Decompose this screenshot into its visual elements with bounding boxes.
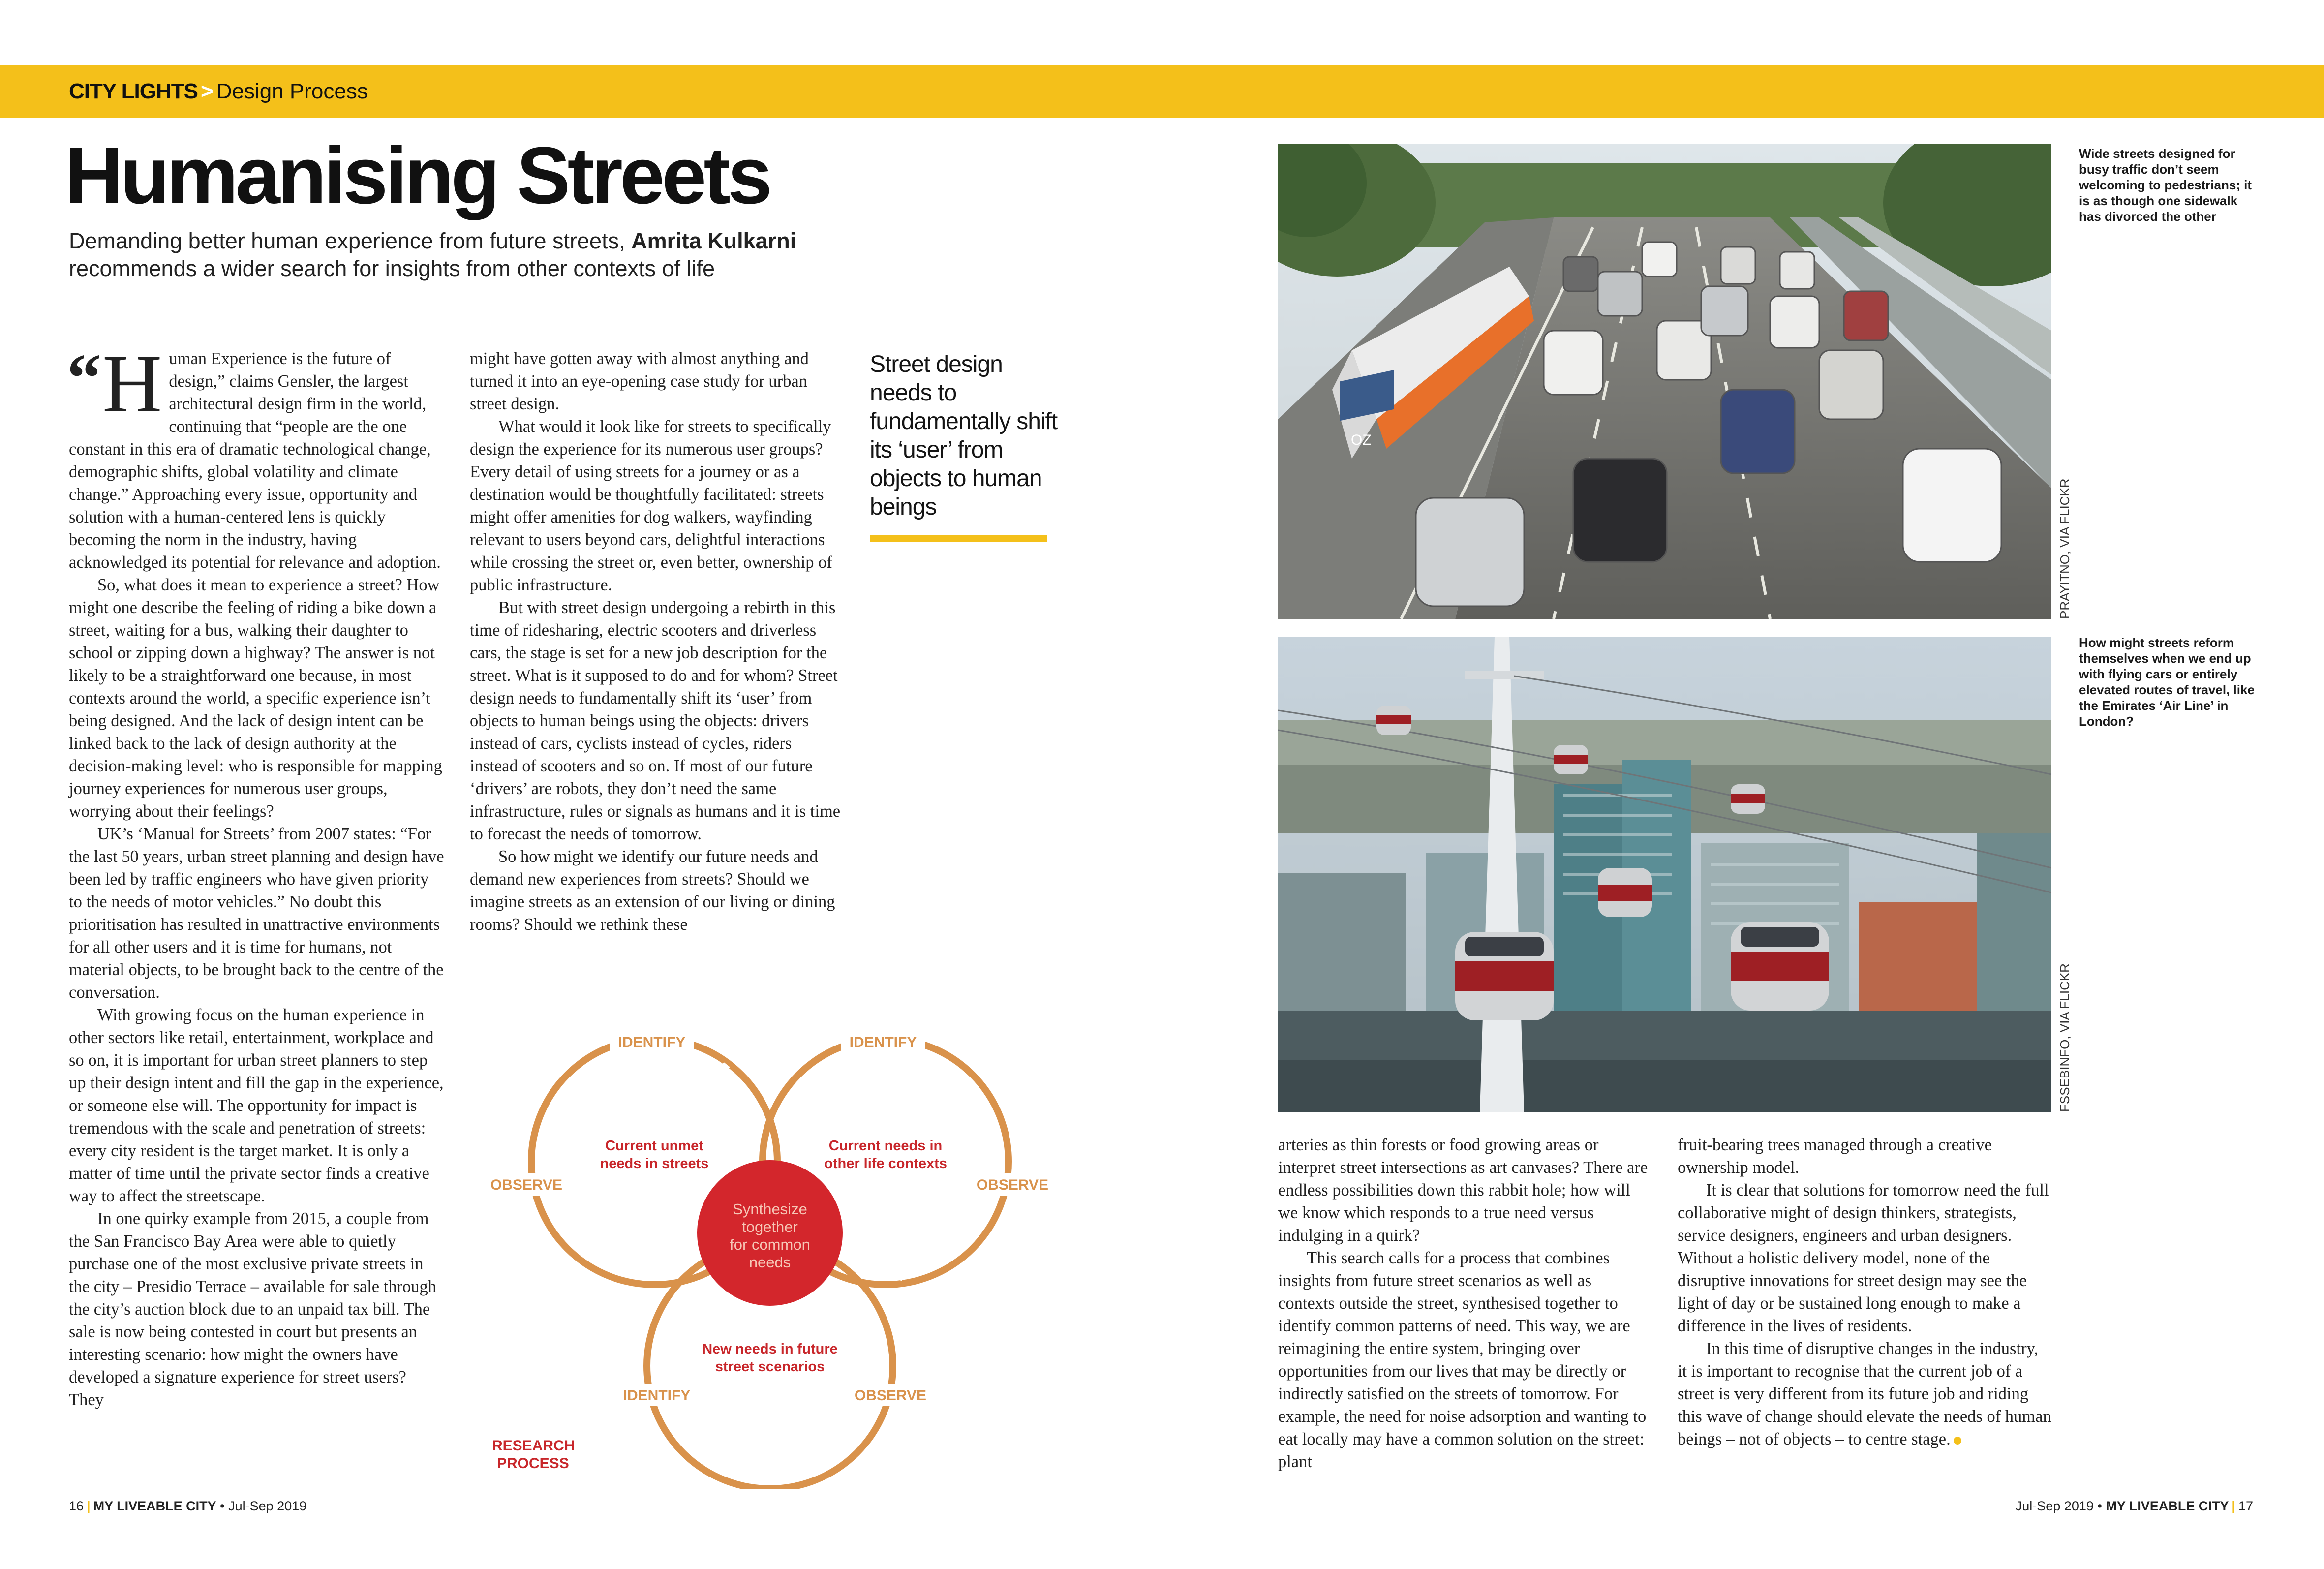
issue-date: Jul-Sep 2019 [2015,1499,2094,1513]
center-label-4: needs [749,1254,791,1271]
photo-credit: FSSEBINFO, VIA FLICKR [2057,963,2072,1112]
end-mark-dot [1954,1437,1961,1445]
diagram-title: RESEARCH [492,1438,575,1454]
body-column-4 [1678,1134,2051,1450]
page-number: 16 [69,1499,84,1513]
label-observe-bottom: OBSERVE [854,1387,927,1404]
body-column-3 [1278,1134,1652,1473]
body-paragraph [1678,1337,2051,1450]
paragraph-text: In this time of disruptive changes in the industry, it is important to recognise that the current job of a street is very different from its future job and riding this wave of change should elevate the needs of human beings – not of objects – to centre stage. [1678,1339,2051,1448]
label-observe-left: OBSERVE [490,1177,563,1193]
footer-left: 16 | MY LIVEABLE CITY • Jul-Sep 2019 [69,1499,307,1513]
pull-quote-rule [870,535,1047,542]
subsection-name: Design Process [216,79,368,103]
footer-bullet: • [220,1499,225,1513]
center-label-2: together [742,1218,798,1235]
traffic-photo [1278,144,2051,619]
circle-bottom-label-2: street scenarios [715,1359,825,1375]
drop-cap-quote: “ [67,340,101,416]
article-title: Humanising Streets [65,130,770,220]
issue-date: Jul-Sep 2019 [228,1499,307,1513]
circle-left-label: Current unmet [605,1138,703,1154]
circle-left-label-2: needs in streets [600,1156,709,1171]
photo-caption: Wide streets designed for busy traffic don’t seem welcoming to pedestrians; it is as though one sidewalk has divorced the other [2079,146,2252,224]
body-paragraph: This search calls for a process that combines insights from future street scenarios as well as contexts outside the street, synthesised together to identify common patterns of need. This way, we are reimagining the entire system, bringing over opportunities from our lives that may be directly or indirectly satisfied on the streets of tomorrow. For example, the need for noise adsorption and wanting to eat locally may have a common solution on the street: plant [1278,1249,1647,1471]
standfirst-text-2: recommends a wider search for insights from other contexts of life [69,256,715,281]
author-name: Amrita Kulkarni [631,228,796,253]
diagram-title-2: PROCESS [497,1455,569,1472]
breadcrumb-separator: > [200,79,214,103]
magazine-name: MY LIVEABLE CITY [93,1499,216,1513]
body-column-2 [470,347,844,936]
circle-right-label-2: other life contexts [824,1156,947,1171]
cable-car-photo [1278,637,2051,1112]
body-paragraph: UK’s ‘Manual for Streets’ from 2007 states: “For the last 50 years, urban street planning and design have been led by traffic engineers who have given priority to the needs of motor vehicles.” No doubt this prioritisation has resulted in unattractive environments for all other users and it is time for humans, not material objects, to be brought back to the centre of the conversation. [69,825,444,1002]
label-identify-left: IDENTIFY [618,1034,686,1050]
section-name: CITY LIGHTS [69,79,198,103]
footer-bullet: • [2097,1499,2102,1513]
body-paragraph: So how might we identify our future needs and demand new experiences from streets? Should we imagine streets as an extension of our living or dining rooms? Should we rethink these [470,847,835,934]
body-column-1 [67,338,444,1411]
body-paragraph: But with street design undergoing a rebirth in this time of ridesharing, electric scooters and driverless cars, the stage is set for a new job description for the street. What is it supposed to do and for whom? Street design needs to fundamentally shift its ‘user’ from objects to human beings using the objects: drivers instead of cars, cyclists instead of cycles, riders instead of scooters and so on. If most of our future ‘drivers’ are robots, they don’t need the same infrastructure, rules or signals as humans and it is time to forecast the needs of tomorrow. [470,598,841,843]
photo-credit: PRAYITNO, VIA FLICKR [2057,478,2072,619]
center-label: Synthesize [733,1200,807,1218]
standfirst-text: Demanding better human experience from future streets, [69,228,625,253]
body-paragraph: might have gotten away with almost anything and turned it into an eye-opening case study for urban street design. [470,349,809,413]
center-label-3: for common [730,1236,810,1253]
body-paragraph: In one quirky example from 2015, a couple from the San Francisco Bay Area were able to quietly purchase one of the most exclusive private streets in the city – Presidio Terrace – available for sale through the city’s auction block due to an unpaid tax bill. The sale is now being contested in court but presents an interesting scenario: how might the owners have developed a signature experience for street users? They [69,1209,437,1409]
body-paragraph: So, what does it mean to experience a street? How might one describe the feeling of riding a bike down a street, waiting for a bus, walking their daughter to school or zipping down a highway? The answer is not likely to be a straightforward one because, in most contexts around the world, a specific experience isn’t being designed. And the lack of design intent can be linked back to the lack of design authority at the decision-making level: who is responsible for mapping journey experiences for numerous user groups, worrying about their feelings? [69,576,442,821]
footer-right: Jul-Sep 2019 • MY LIVEABLE CITY | 17 [2015,1499,2253,1513]
body-paragraph: fruit-bearing trees managed through a creative ownership model. [1678,1136,1992,1177]
circle-bottom-label: New needs in future [702,1341,838,1357]
circle-right-label: Current needs in [828,1138,943,1154]
label-identify-right: IDENTIFY [849,1034,917,1050]
paragraph-text: uman Experience is the future of design,” claims Gensler, the largest architectural design firm in the world, continuing that “people are the one constant in this era of dramatic technological change, demographic shifts, global volatility and climate change.” Approaching every issue, opportunity and solution with a human-centered lens is quickly becoming the norm in the industry, having acknowledged its potential for relevance and adoption. [69,349,441,572]
photo-caption: How might streets reform themselves when we end up with flying cars or entirely elevated routes of travel, like the Emirates ‘Air Line’ in London? [2079,635,2255,729]
drop-cap-letter: H [102,338,162,430]
body-paragraph: arteries as thin forests or food growing areas or interpret street intersections as art canvases? There are endless possibilities down this rabbit hole; how will we know which responds to a true need versus indulging in a quirk? [1278,1136,1648,1245]
label-identify-bottom: IDENTIFY [623,1387,691,1404]
research-process-diagram [482,1016,1122,1489]
body-paragraph: What would it look like for streets to specifically design the experience for its numerous user groups? Every detail of using streets for a journey or as a destination would be thoughtfully facilitated: streets might offer amenities for dog walkers, wayfinding relevant to users beyond cars, delightful interactions while crossing the street or, even better, ownership of public infrastructure. [470,417,832,594]
article-standfirst [69,227,866,282]
drop-cap [67,338,162,430]
page-number: 17 [2238,1499,2253,1513]
body-paragraph: With growing focus on the human experience in other sectors like retail, entertainment, workplace and so on, it is important for urban street planners to step up their design intent and fill the gap in the experience, or someone else will. The opportunity for impact is tremendous with the scale and penetration of streets: every city resident is the target market. It is only a matter of time until the private sector finds a creative way to affect the streetscape. [69,1006,444,1205]
label-observe-right: OBSERVE [976,1177,1049,1193]
pull-quote: Street design needs to fundamentally shift its ‘user’ from objects to human beings [870,351,1058,520]
magazine-name: MY LIVEABLE CITY [2106,1499,2229,1513]
bus-sign-text: OZ [1351,432,1372,448]
body-paragraph: It is clear that solutions for tomorrow need the full collaborative might of design thinkers, strategists, service designers, engineers and urban designers. Without a holistic delivery model, none of the disruptive innovations for street design may see the light of day or be sustained long enough to make a difference in the lives of residents. [1678,1181,2049,1335]
body-paragraph [67,338,444,574]
section-breadcrumb [69,73,368,110]
